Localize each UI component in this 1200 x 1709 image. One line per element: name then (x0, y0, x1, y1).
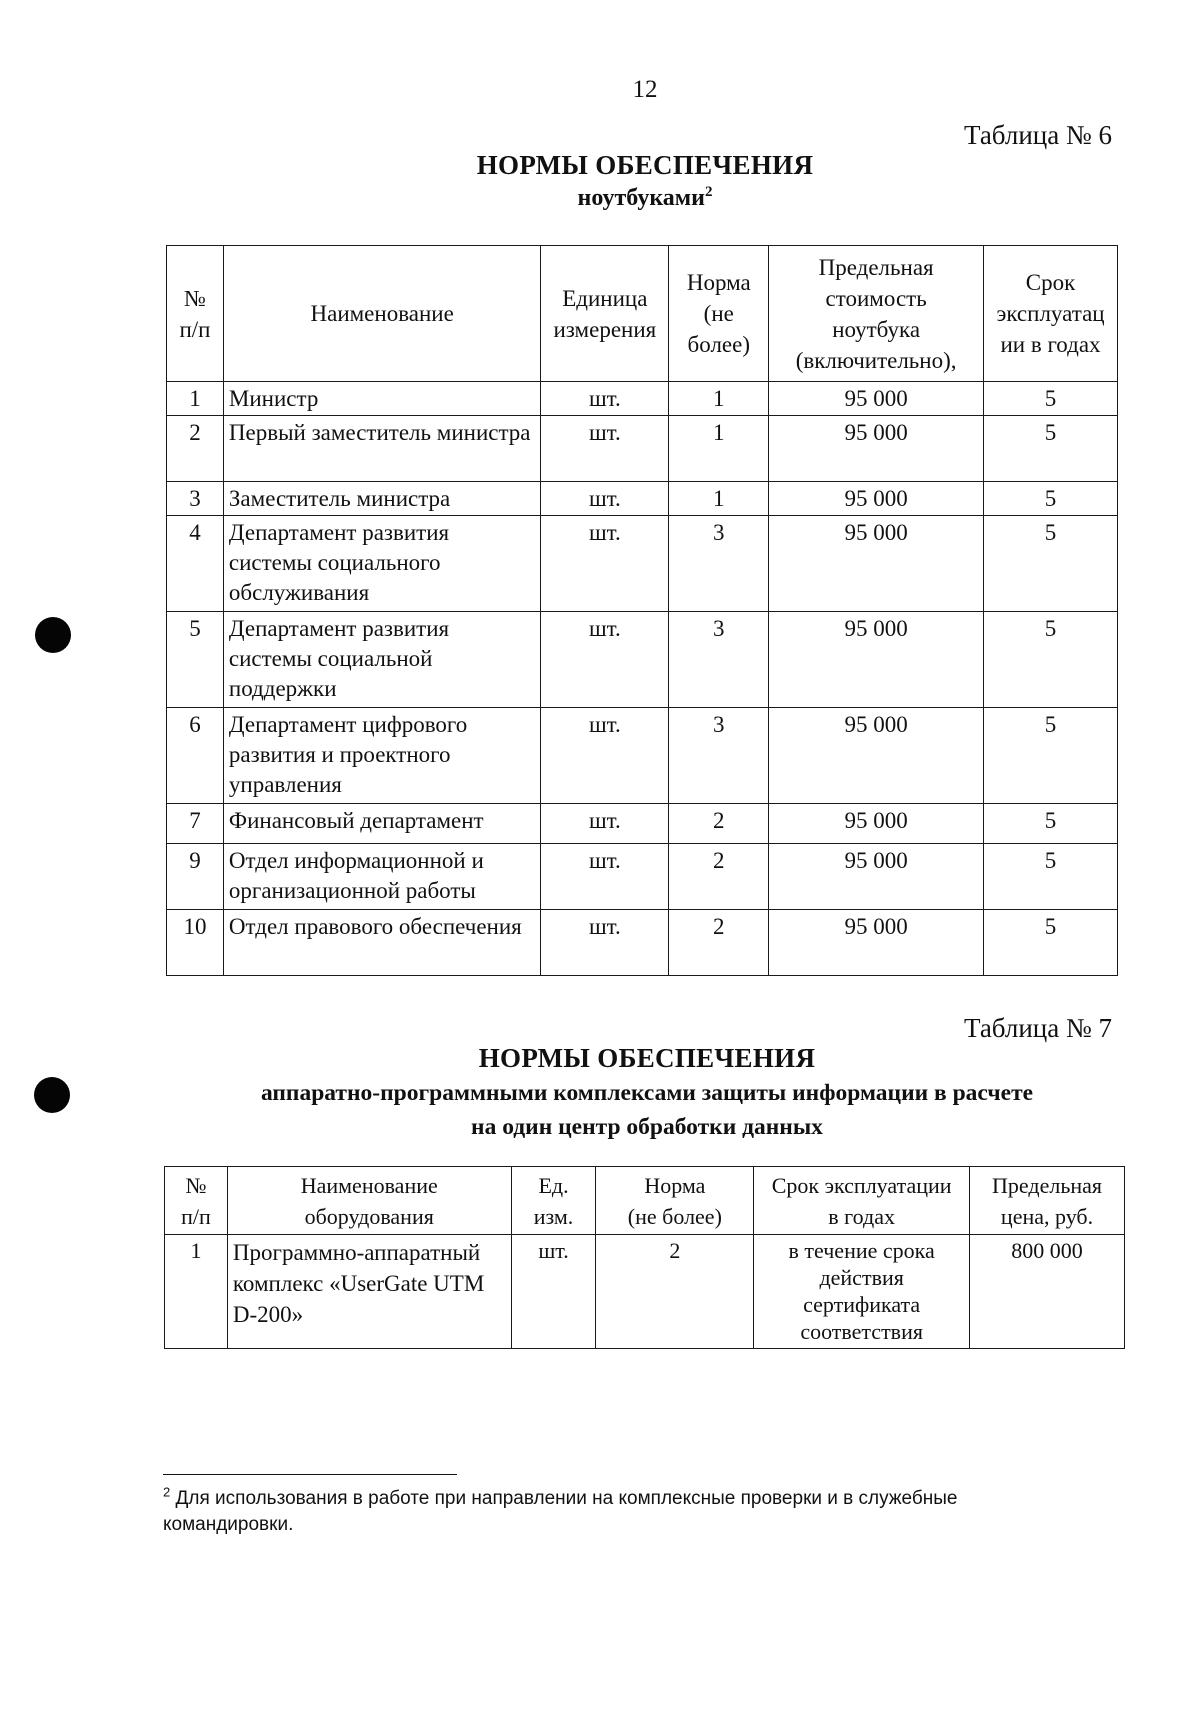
section7-title: НОРМЫ ОБЕСПЕЧЕНИЯ (478, 1043, 816, 1073)
cell-name: Первый заместитель министра (223, 416, 540, 482)
page-number: 12 (632, 76, 658, 103)
cell-price: 95 000 (769, 516, 984, 612)
section7-subtitle-line2: на один центр обработки данных (471, 1114, 823, 1140)
cell-num: 1 (167, 382, 224, 416)
table-row (167, 708, 1118, 804)
section6-subtitle-text: ноутбуками (577, 185, 705, 211)
cell-unit: шт. (541, 482, 669, 516)
cell-unit: шт. (541, 804, 669, 844)
cell-num: 5 (167, 612, 224, 708)
cell-name: Заместитель министра (223, 482, 540, 516)
cell-price: 95 000 (769, 612, 984, 708)
header-price: Предельная цена, руб. (970, 1167, 1125, 1235)
header-norm: Норма (не более) (669, 246, 769, 382)
header-norm: Норма (не более) (596, 1167, 754, 1235)
footnote-text: Для использования в работе при направлении на комплексные проверки и в служебные командировки. (163, 1488, 958, 1535)
cell-term: 5 (984, 844, 1118, 910)
cell-term: 5 (984, 708, 1118, 804)
cell-norm: 3 (669, 708, 769, 804)
cell-price: 800 000 (970, 1235, 1125, 1349)
security-hardware-norms-table (164, 1166, 1125, 1349)
cell-term: 5 (984, 416, 1118, 482)
cell-name: Программно-аппаратный комплекс «UserGate UTM D-200» (227, 1235, 511, 1349)
cell-name: Департамент развития системы социальной поддержки (223, 612, 540, 708)
table7-header-row (165, 1167, 1125, 1235)
cell-num: 3 (167, 482, 224, 516)
punch-hole-bottom (34, 1077, 70, 1113)
punch-hole-top (35, 617, 71, 653)
cell-norm: 3 (669, 612, 769, 708)
cell-unit: шт. (541, 382, 669, 416)
cell-price: 95 000 (769, 708, 984, 804)
cell-num: 2 (167, 416, 224, 482)
cell-name: Департамент развития системы социального обслуживания (223, 516, 540, 612)
cell-norm: 3 (669, 516, 769, 612)
header-name: Наименование (223, 246, 540, 382)
cell-norm: 1 (669, 416, 769, 482)
cell-term: 5 (984, 910, 1118, 976)
footnote (163, 1486, 1063, 1538)
cell-term: в течение срока действия сертификата соответствия (754, 1235, 970, 1349)
table-row (167, 516, 1118, 612)
table-row (167, 804, 1118, 844)
cell-num: 10 (167, 910, 224, 976)
cell-unit: шт. (541, 910, 669, 976)
cell-num: 6 (167, 708, 224, 804)
cell-price: 95 000 (769, 416, 984, 482)
cell-unit: шт. (511, 1235, 596, 1349)
laptop-norms-table (166, 245, 1118, 976)
cell-unit: шт. (541, 516, 669, 612)
header-num: № п/п (167, 246, 224, 382)
table-row (167, 482, 1118, 516)
table-row (167, 416, 1118, 482)
cell-unit: шт. (541, 708, 669, 804)
cell-norm: 1 (669, 482, 769, 516)
table6-header-row (167, 246, 1118, 382)
table-label-6: Таблица № 6 (964, 120, 1112, 150)
cell-term: 5 (984, 612, 1118, 708)
table-label-7: Таблица № 7 (964, 1013, 1112, 1043)
section7-heading (150, 1043, 1144, 1144)
cell-name: Отдел правового обеспечения (223, 910, 540, 976)
cell-norm: 2 (669, 910, 769, 976)
cell-term: 5 (984, 804, 1118, 844)
cell-price: 95 000 (769, 382, 984, 416)
cell-name: Министр (223, 382, 540, 416)
header-num: № п/п (165, 1167, 228, 1235)
table-row (167, 612, 1118, 708)
cell-num: 9 (167, 844, 224, 910)
cell-num: 4 (167, 516, 224, 612)
section6-subtitle (150, 181, 1140, 215)
cell-norm: 2 (669, 844, 769, 910)
cell-num: 1 (165, 1235, 228, 1349)
cell-norm: 2 (669, 804, 769, 844)
cell-price: 95 000 (769, 482, 984, 516)
cell-term: 5 (984, 482, 1118, 516)
table-row (167, 382, 1118, 416)
table-row (165, 1235, 1125, 1349)
footnote-ref: 2 (704, 184, 713, 200)
cell-term: 5 (984, 382, 1118, 416)
footnote-marker: 2 (163, 1484, 171, 1500)
table-row (167, 844, 1118, 910)
section7-subtitle-line1: аппаратно-программными комплексами защиты информации в расчете (260, 1080, 1034, 1106)
header-price: Предельная стоимость ноутбука (включительно), (769, 246, 984, 382)
header-term: Срок эксплуатац ии в годах (984, 246, 1118, 382)
section6-heading (150, 150, 1140, 215)
cell-name: Департамент цифрового развития и проектного управления (223, 708, 540, 804)
footnote-divider (163, 1474, 457, 1475)
cell-norm: 2 (596, 1235, 754, 1349)
cell-price: 95 000 (769, 804, 984, 844)
cell-norm: 1 (669, 382, 769, 416)
cell-term: 5 (984, 516, 1118, 612)
cell-name: Финансовый департамент (223, 804, 540, 844)
header-name: Наименование оборудования (227, 1167, 511, 1235)
cell-unit: шт. (541, 612, 669, 708)
cell-num: 7 (167, 804, 224, 844)
cell-name: Отдел информационной и организационной работы (223, 844, 540, 910)
cell-unit: шт. (541, 844, 669, 910)
cell-unit: шт. (541, 416, 669, 482)
section6-title: НОРМЫ ОБЕСПЕЧЕНИЯ (476, 150, 814, 180)
cell-price: 95 000 (769, 844, 984, 910)
cell-price: 95 000 (769, 910, 984, 976)
header-unit: Единица измерения (541, 246, 669, 382)
table-row (167, 910, 1118, 976)
header-term: Срок эксплуатации в годах (754, 1167, 970, 1235)
header-unit: Ед. изм. (511, 1167, 596, 1235)
